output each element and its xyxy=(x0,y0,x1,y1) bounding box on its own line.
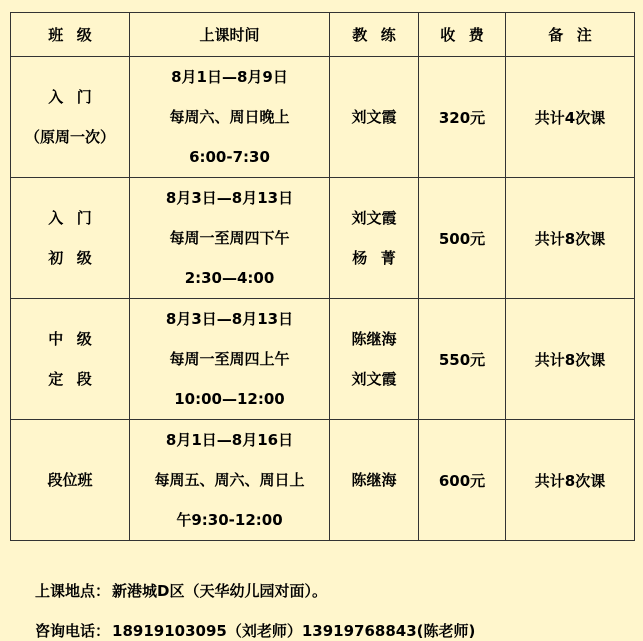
class-name: （原周一次） xyxy=(24,128,115,146)
header-class-label: 班级 xyxy=(48,26,106,44)
class-name: 入门 xyxy=(48,88,106,106)
header-class xyxy=(11,13,130,57)
class-name: 入门 xyxy=(48,209,106,227)
header-fee-label: 收费 xyxy=(440,26,498,44)
note-cell xyxy=(506,420,635,541)
header-note xyxy=(506,13,635,57)
class-cell xyxy=(11,57,130,178)
class-cell xyxy=(11,299,130,420)
fee-value: 600元 xyxy=(438,471,486,490)
fee-cell xyxy=(419,178,506,299)
fee-cell xyxy=(419,420,506,541)
coach-name: 陈继海 xyxy=(351,330,397,348)
header-time xyxy=(130,13,330,57)
time-line: 午9:30-12:00 xyxy=(176,511,283,529)
table-row xyxy=(11,299,635,420)
time-cell xyxy=(130,57,330,178)
time-line: 每周一至周四下午 xyxy=(169,229,290,247)
time-line: 2:30—4:00 xyxy=(184,269,275,287)
fee-value: 550元 xyxy=(438,350,486,369)
time-cell xyxy=(130,299,330,420)
course-schedule-table xyxy=(10,12,635,541)
location-line xyxy=(35,580,327,601)
class-cell xyxy=(11,420,130,541)
note-value: 共计8次课 xyxy=(534,350,606,369)
class-name: 段位班 xyxy=(47,471,93,489)
coach-name: 刘文霞 xyxy=(351,108,397,126)
table-header-row xyxy=(11,13,635,57)
header-fee xyxy=(419,13,506,57)
time-line: 10:00—12:00 xyxy=(174,390,285,408)
note-value: 共计4次课 xyxy=(534,108,606,127)
table-row xyxy=(11,178,635,299)
coach-cell xyxy=(330,178,419,299)
coach-name: 陈继海 xyxy=(351,471,397,489)
header-time-label: 上课时间 xyxy=(199,26,260,44)
time-line: 8月1日—8月9日 xyxy=(171,68,288,86)
time-line: 8月3日—8月13日 xyxy=(165,310,294,328)
time-line: 每周五、周六、周日上 xyxy=(154,471,305,489)
time-cell xyxy=(130,420,330,541)
phone-line xyxy=(35,620,475,641)
time-line: 8月1日—8月16日 xyxy=(165,431,294,449)
note-cell xyxy=(506,299,635,420)
header-note-label: 备注 xyxy=(548,26,606,44)
note-value: 共计8次课 xyxy=(534,471,606,490)
coach-name: 杨菁 xyxy=(352,249,410,267)
table-row xyxy=(11,57,635,178)
class-name: 定段 xyxy=(48,370,106,388)
phone-value: 18919103095（刘老师）13919768843(陈老师) xyxy=(112,622,476,640)
time-line: 6:00-7:30 xyxy=(189,148,270,166)
class-name: 中级 xyxy=(48,330,106,348)
coach-cell xyxy=(330,57,419,178)
time-line: 8月3日—8月13日 xyxy=(165,189,294,207)
location-label: 上课地点： xyxy=(35,582,111,600)
time-line: 每周六、周日晚上 xyxy=(169,108,290,126)
class-cell xyxy=(11,178,130,299)
time-line: 每周一至周四上午 xyxy=(169,350,290,368)
header-coach-label: 教练 xyxy=(352,26,410,44)
coach-name: 刘文霞 xyxy=(351,370,397,388)
coach-name: 刘文霞 xyxy=(351,209,397,227)
note-value: 共计8次课 xyxy=(534,229,606,248)
time-cell xyxy=(130,178,330,299)
class-name: 初级 xyxy=(48,249,106,267)
table-row xyxy=(11,420,635,541)
fee-cell xyxy=(419,57,506,178)
fee-value: 500元 xyxy=(438,229,486,248)
fee-cell xyxy=(419,299,506,420)
coach-cell xyxy=(330,420,419,541)
location-value: 新港城D区（天华幼儿园对面）。 xyxy=(112,582,327,600)
coach-cell xyxy=(330,299,419,420)
note-cell xyxy=(506,57,635,178)
phone-label: 咨询电话： xyxy=(35,622,111,640)
note-cell xyxy=(506,178,635,299)
header-coach xyxy=(330,13,419,57)
fee-value: 320元 xyxy=(438,108,486,127)
